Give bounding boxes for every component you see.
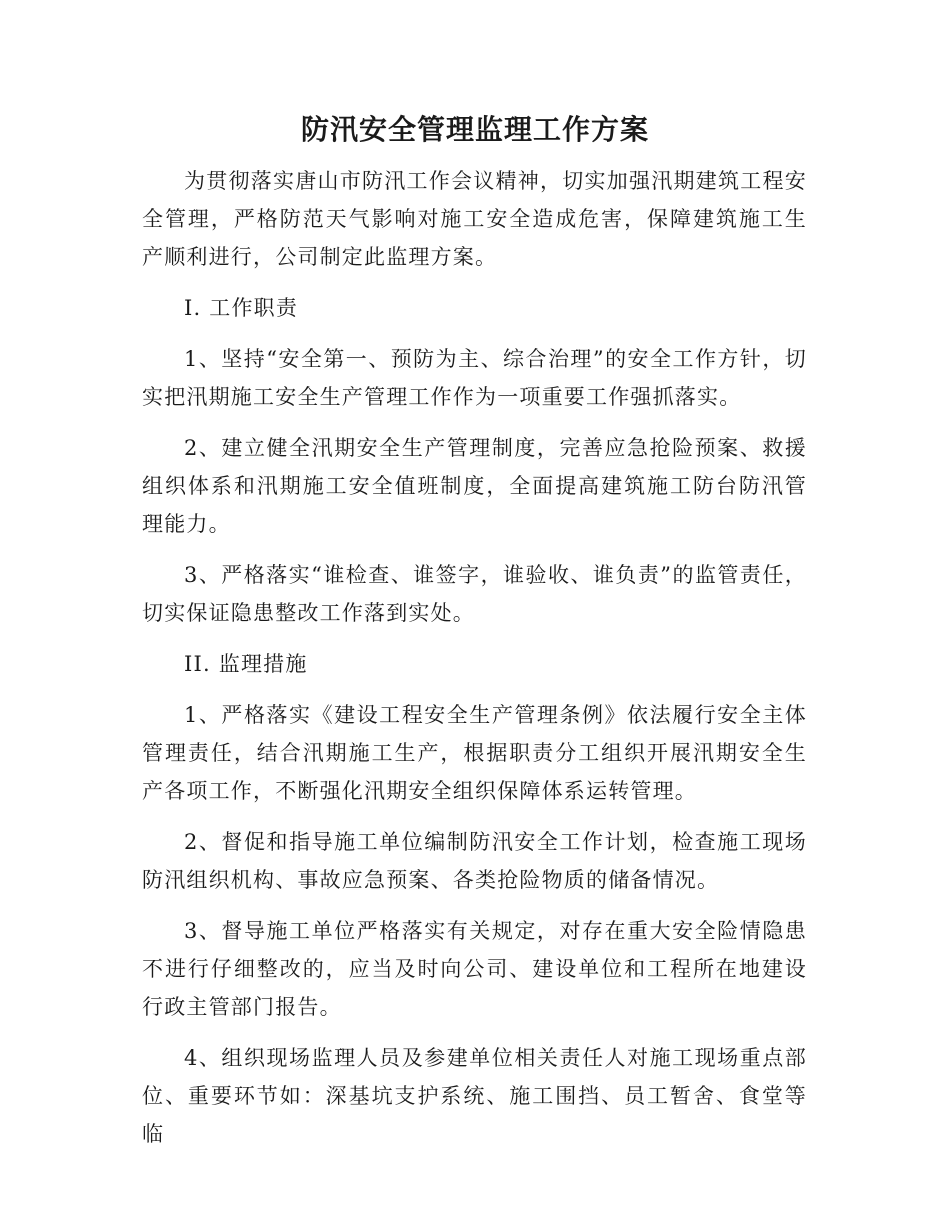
section-heading-duties: I. 工作职责 bbox=[184, 296, 299, 320]
duty-item-2: 2、建立健全汛期安全生产管理制度，完善应急抢险预案、救援组织体系和汛期施工安全值班制度，全面提高建筑施工防台防汛管理能力。 bbox=[142, 436, 807, 536]
intro-paragraph: 为贯彻落实唐山市防汛工作会议精神，切实加强汛期建筑工程安全管理，严格防范天气影响对施工安全造成危害，保障建筑施工生产顺利进行，公司制定此监理方案。 bbox=[142, 169, 807, 269]
measure-item-1: 1、严格落实《建设工程安全生产管理条例》依法履行安全主体管理责任，结合汛期施工生产，根据职责分工组织开展汛期安全生产各项工作，不断强化汛期安全组织保障体系运转管理。 bbox=[142, 703, 807, 803]
duty-item-1: 1、坚持“安全第一、预防为主、综合治理”的安全工作方针，切实把汛期施工安全生产管理工作作为一项重要工作强抓落实。 bbox=[142, 347, 807, 409]
document-body bbox=[142, 162, 807, 1153]
document-title: 防汛安全管理监理工作方案 bbox=[300, 113, 649, 146]
measure-item-2: 2、督促和指导施工单位编制防汛安全工作计划，检查施工现场防汛组织机构、事故应急预案、各类抢险物质的储备情况。 bbox=[142, 830, 807, 892]
measure-item-3: 3、督导施工单位严格落实有关规定，对存在重大安全险情隐患不进行仔细整改的，应当及时向公司、建设单位和工程所在地建设行政主管部门报告。 bbox=[142, 919, 807, 1019]
section-heading-measures: II. 监理措施 bbox=[184, 652, 308, 676]
measure-item-4: 4、组织现场监理人员及参建单位相关责任人对施工现场重点部位、重要环节如：深基坑支护系统、施工围挡、员工暂舍、食堂等临 bbox=[142, 1046, 807, 1146]
duty-item-3: 3、严格落实“谁检查、谁签字，谁验收、谁负责”的监管责任，切实保证隐患整改工作落到实处。 bbox=[142, 563, 807, 625]
